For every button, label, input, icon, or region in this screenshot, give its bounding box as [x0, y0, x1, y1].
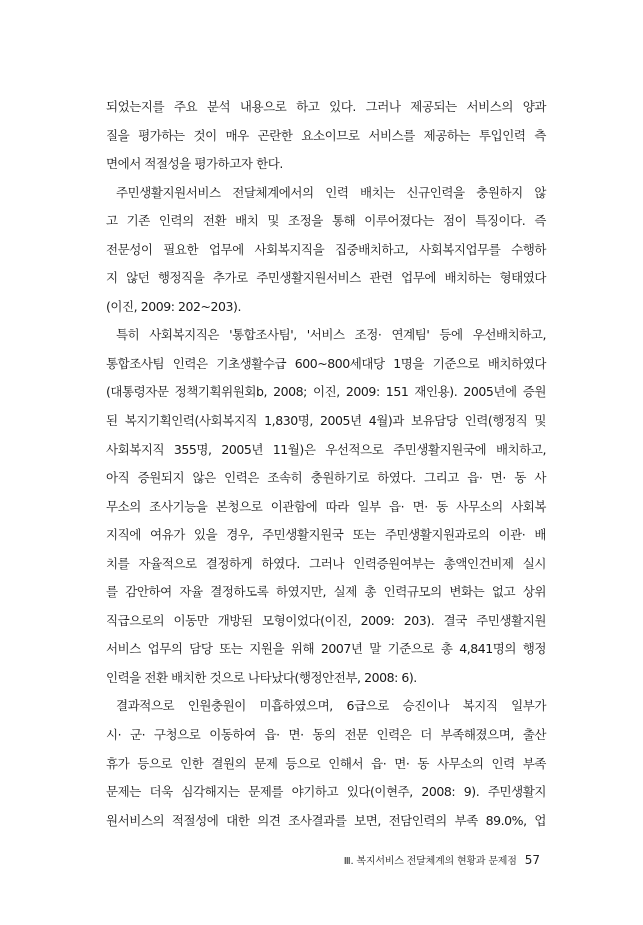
text-line: 된 복지기획인력(사회복지직 1,830명, 2005년 4월)과 보유담당 인력(행정직 및 [106, 413, 546, 429]
text-line: 문제는 더욱 심각해지는 문제를 야기하고 있다(이현주, 2008: 9). 주민생활지 [106, 784, 546, 800]
chapter-title: Ⅲ. 복지서비스 전달체계의 현황과 문제점 [343, 856, 517, 867]
text-line: (이진, 2009: 202~203). [106, 298, 242, 314]
text-line: 직급으로의 이동만 개방된 모형이었다(이진, 2009: 203). 결국 주민생활지원 [106, 612, 546, 628]
text-line: (대통령자문 정책기획위원회b, 2008; 이진, 2009: 151 재인용). 2005년에 증원 [106, 384, 546, 400]
text-line: 전문성이 필요한 업무에 사회복지직을 집중배치하고, 사회복지업무를 수행하 [106, 241, 546, 257]
text-line: 고 기존 인력의 전환 배치 및 조정을 통해 이루어졌다는 점이 특징이다. 즉 [106, 213, 546, 229]
text-line: 지 않던 행정직을 추가로 주민생활지원서비스 관련 업무에 배치하는 형태였다 [106, 270, 546, 286]
text-line: 질을 평가하는 것이 매우 곤란한 요소이므로 서비스를 제공하는 투입인력 측 [106, 127, 546, 143]
text-line: 면에서 적절성을 평가하고자 한다. [106, 156, 283, 172]
text-line: 주민생활지원서비스 전달체계에서의 인력 배치는 신규인력을 충원하지 않 [116, 184, 546, 200]
text-line: 지직에 여유가 있을 경우, 주민생활지원국 또는 주민생활지원과로의 이관· 배 [106, 527, 546, 543]
page-number: 57 [524, 853, 540, 867]
text-line: 인력을 전환 배치한 것으로 나타났다(행정안전부, 2008: 6). [106, 669, 417, 685]
text-line: 통합조사팀 인력은 기초생활수급 600~800세대당 1명을 기준으로 배치하였다 [106, 355, 546, 371]
page-footer [300, 852, 540, 867]
text-line: 특히 사회복지직은 '통합조사팀', '서비스 조정· 연계팀' 등에 우선배치하고, [116, 327, 546, 343]
text-line: 무소의 조사기능을 본청으로 이관함에 따라 일부 읍· 면· 동 사무소의 사회복 [106, 498, 546, 514]
text-line: 되었는지를 주요 분석 내용으로 하고 있다. 그러나 제공되는 서비스의 양과 [106, 99, 546, 114]
text-line: 아직 증원되지 않은 인력은 조속히 충원하기로 하였다. 그리고 읍· 면· 동 사 [106, 470, 546, 486]
text-line: 를 감안하여 자율 결정하도록 하였지만, 실제 총 인력규모의 변화는 없고 상위 [106, 584, 546, 600]
text-line: 시· 군· 구청으로 이동하여 읍· 면· 동의 전문 인력은 더 부족해졌으며, 출산 [106, 727, 546, 743]
body-text [106, 93, 546, 835]
text-line: 휴가 등으로 인한 결원의 문제 등으로 인해서 읍· 면· 동 사무소의 인력 부족 [106, 755, 546, 771]
text-line: 치를 자율적으로 결정하게 하였다. 그러나 인력증원여부는 총액인건비제 실시 [106, 555, 546, 571]
text-line: 서비스 업무의 담당 또는 지원을 위해 2007년 말 기준으로 총 4,841명의 행정 [106, 641, 546, 657]
text-line: 원서비스의 적절성에 대한 의견 조사결과를 보면, 전담인력의 부족 89.0%, 업 [106, 812, 546, 828]
text-line: 결과적으로 인원충원이 미흡하였으며, 6급으로 승진이나 복지직 일부가 [116, 698, 546, 714]
text-line: 사회복지직 355명, 2005년 11월)은 우선적으로 주민생활지원국에 배치하고, [106, 441, 546, 457]
